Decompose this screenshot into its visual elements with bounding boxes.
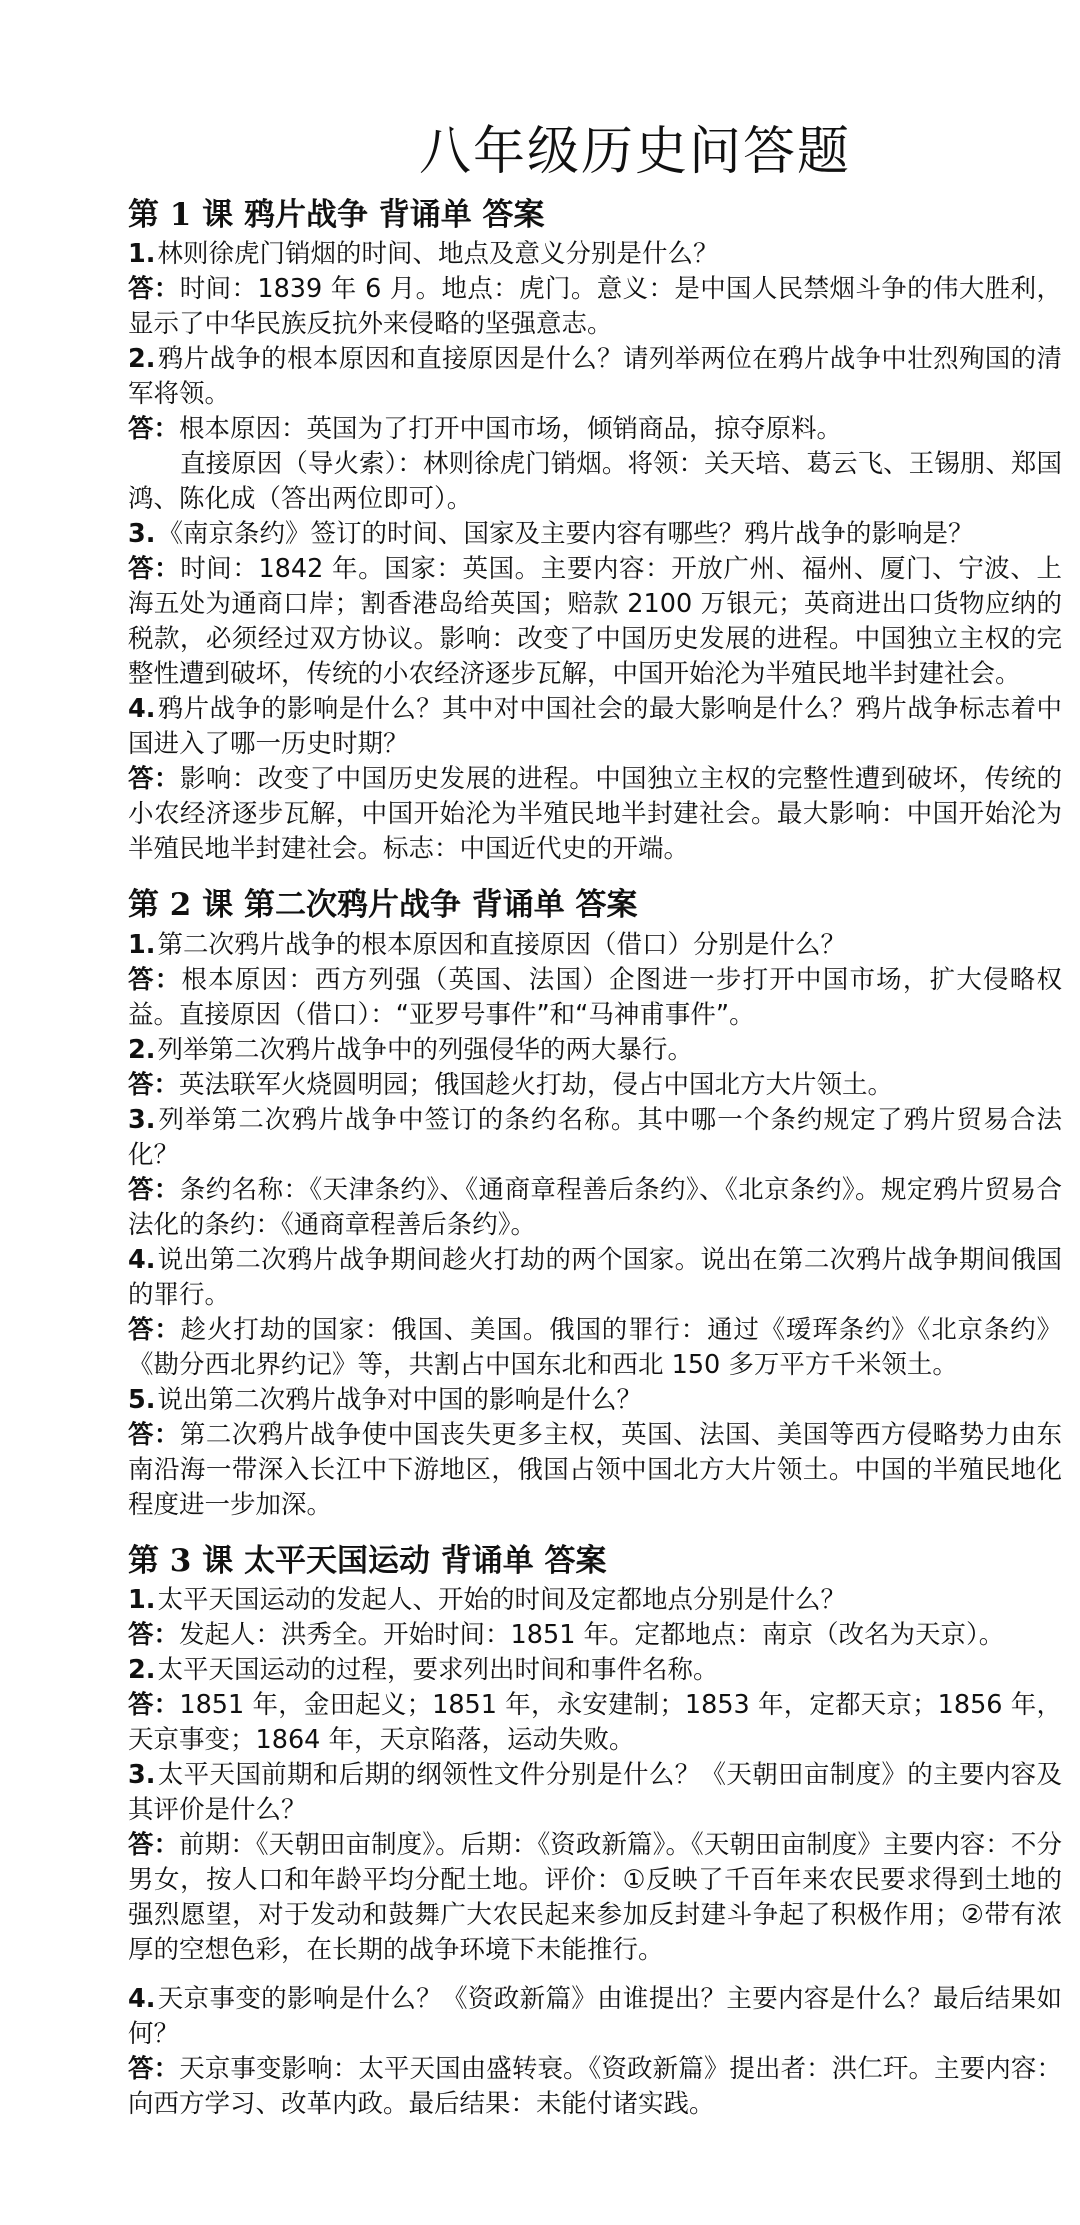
answer bbox=[128, 963, 1062, 1033]
question-text: 林则徐虎门销烟的时间、地点及意义分别是什么？ bbox=[157, 239, 719, 270]
question bbox=[128, 1583, 1062, 1618]
answer-label: 答： bbox=[128, 1689, 180, 1720]
question-number: 5. bbox=[128, 1384, 156, 1415]
answer bbox=[128, 1618, 1062, 1653]
question bbox=[128, 928, 1062, 963]
question-text: 鸦片战争的影响是什么？其中对中国社会的最大影响是什么？鸦片战争标志着中国进入了哪一历史时期？ bbox=[128, 694, 1062, 760]
question-text: 《南京条约》签订的时间、国家及主要内容有哪些？鸦片战争的影响是？ bbox=[157, 519, 974, 550]
question-text: 太平天国运动的过程，要求列出时间和事件名称。 bbox=[157, 1654, 719, 1685]
qa-item bbox=[128, 1383, 1062, 1523]
question-number: 1. bbox=[128, 239, 156, 270]
question bbox=[128, 237, 1062, 272]
answer-text: 第二次鸦片战争使中国丧失更多主权，英国、法国、美国等西方侵略势力由东南沿海一带深入长江中下游地区，俄国占领中国北方大片领土。中国的半殖民地化程度进一步加深。 bbox=[128, 1419, 1062, 1520]
answer bbox=[128, 2052, 1062, 2122]
question-number: 3. bbox=[128, 1759, 156, 1790]
question-text: 天京事变的影响是什么？《资政新篇》由谁提出？主要内容是什么？最后结果如何？ bbox=[128, 1983, 1062, 2049]
answer-text: 前期：《天朝田亩制度》。后期：《资政新篇》。《天朝田亩制度》主要内容：不分男女，按人口和年龄平均分配土地。评价：①反映了千百年来农民要求得到土地的强烈愿望，对于发动和鼓舞广大农民起来参加反封建斗争起了积极作用；②带有浓厚的空想色彩，在长期的战争环境下未能推行。 bbox=[128, 1829, 1062, 1965]
lesson-heading: 第 1 课 鸦片战争 背诵单 答案 bbox=[128, 197, 545, 233]
lesson-1 bbox=[128, 195, 1062, 867]
answer-label: 答： bbox=[128, 1829, 180, 1860]
answer-label: 答： bbox=[128, 554, 181, 585]
question-text: 说出第二次鸦片战争期间趁火打劫的两个国家。说出在第二次鸦片战争期间俄国的罪行。 bbox=[128, 1244, 1062, 1310]
question-text: 说出第二次鸦片战争对中国的影响是什么？ bbox=[157, 1384, 642, 1415]
question-number: 4. bbox=[128, 694, 156, 725]
answer-text: 影响：改变了中国历史发展的进程。中国独立主权的完整性遭到破坏，传统的小农经济逐步瓦解，中国开始沦为半殖民地半封建社会。最大影响：中国开始沦为半殖民地半封建社会。标志：中国近代史的开端。 bbox=[128, 764, 1062, 865]
question bbox=[128, 1033, 1062, 1068]
lesson-heading: 第 3 课 太平天国运动 背诵单 答案 bbox=[128, 1542, 607, 1579]
answer-label: 答： bbox=[128, 964, 182, 995]
qa-item bbox=[128, 342, 1062, 517]
qa-item bbox=[128, 1033, 1062, 1103]
answer bbox=[128, 1828, 1062, 1968]
answer-label: 答： bbox=[128, 2053, 180, 2084]
answer-text: 天京事变影响：太平天国由盛转衰。《资政新篇》提出者：洪仁玕。主要内容：向西方学习、改革内政。最后结果：未能付诸实践。 bbox=[128, 2053, 1062, 2119]
qa-item bbox=[128, 1653, 1062, 1758]
question-text: 太平天国前期和后期的纲领性文件分别是什么？《天朝田亩制度》的主要内容及其评价是什么？ bbox=[128, 1759, 1062, 1825]
answer bbox=[128, 1173, 1062, 1243]
question bbox=[128, 1103, 1062, 1173]
answer-label: 答： bbox=[128, 1314, 181, 1345]
question-number: 4. bbox=[128, 1983, 156, 2014]
answer-label: 答： bbox=[128, 1069, 180, 1100]
question bbox=[128, 1982, 1062, 2052]
question bbox=[128, 1383, 1062, 1418]
answer-label: 答： bbox=[128, 1419, 180, 1450]
qa-item bbox=[128, 1583, 1062, 1653]
question-text: 太平天国运动的发起人、开始的时间及定都地点分别是什么？ bbox=[157, 1584, 846, 1615]
answer-text: 1851 年，金田起义；1851 年，永安建制；1853 年，定都天京；1856 年，天京事变；1864 年，天京陷落，运动失败。 bbox=[128, 1689, 1062, 1755]
answer-label: 答： bbox=[128, 1619, 180, 1650]
answer-text: 趁火打劫的国家：俄国、美国。俄国的罪行：通过《瑷珲条约》《北京条约》《勘分西北界约记》等，共割占中国东北和西北 150 多万平方千米领土。 bbox=[128, 1314, 1062, 1380]
question-text: 列举第二次鸦片战争中的列强侵华的两大暴行。 bbox=[157, 1034, 693, 1065]
question-number: 3. bbox=[128, 519, 156, 550]
answer-text: 直接原因（导火索）：林则徐虎门销烟。将领：关天培、葛云飞、王锡朋、郑国鸿、陈化成（答出两位即可）。 bbox=[128, 449, 1062, 515]
qa-item bbox=[128, 1243, 1062, 1383]
question-number: 1. bbox=[128, 1584, 156, 1615]
question bbox=[128, 342, 1062, 412]
question bbox=[128, 517, 1062, 552]
question-number: 2. bbox=[128, 1034, 156, 1065]
answer-text: 英法联军火烧圆明园；俄国趁火打劫，侵占中国北方大片领土。 bbox=[179, 1069, 894, 1100]
question bbox=[128, 1653, 1062, 1688]
question-number: 4. bbox=[128, 1244, 156, 1275]
qa-item bbox=[128, 1982, 1062, 2122]
question-number: 2. bbox=[128, 344, 156, 375]
question bbox=[128, 692, 1062, 762]
qa-item bbox=[128, 237, 1062, 342]
answer-continuation bbox=[128, 447, 1062, 517]
question-text: 第二次鸦片战争的根本原因和直接原因（借口）分别是什么？ bbox=[157, 929, 846, 960]
answer bbox=[128, 272, 1062, 342]
answer bbox=[128, 762, 1062, 867]
answer-text: 根本原因：英国为了打开中国市场，倾销商品，掠夺原料。 bbox=[179, 414, 843, 445]
answer bbox=[128, 552, 1062, 692]
answer bbox=[128, 1313, 1062, 1383]
question bbox=[128, 1758, 1062, 1828]
question-text: 列举第二次鸦片战争中签订的条约名称。其中哪一个条约规定了鸦片贸易合法化？ bbox=[128, 1104, 1062, 1170]
answer-label: 答： bbox=[128, 764, 180, 795]
lesson-2 bbox=[128, 885, 1062, 1522]
qa-item bbox=[128, 692, 1062, 867]
answer-text: 发起人：洪秀全。开始时间：1851 年。定都地点：南京（改名为天京）。 bbox=[179, 1619, 1005, 1650]
question-number: 3. bbox=[128, 1104, 156, 1135]
answer-label: 答： bbox=[128, 1174, 180, 1205]
question-number: 1. bbox=[128, 929, 156, 960]
answer bbox=[128, 412, 1062, 447]
qa-item bbox=[128, 928, 1062, 1033]
lesson-3 bbox=[128, 1541, 1062, 2122]
answer-label: 答： bbox=[128, 414, 180, 445]
answer-label: 答： bbox=[128, 274, 180, 305]
qa-item bbox=[128, 1758, 1062, 1968]
question-number: 2. bbox=[128, 1654, 156, 1685]
answer-text: 时间：1842 年。国家：英国。主要内容：开放广州、福州、厦门、宁波、上海五处为通商口岸；割香港岛给英国；赔款 2100 万银元；英商进出口货物应纳的税款，必须经过双方协议。影响：改变了中国历史发展的进程。中国独立主权的完整性遭到破坏，传统的小农经济逐步瓦解，中国开始沦为半殖民地半封建社会。 bbox=[128, 554, 1062, 690]
question bbox=[128, 1243, 1062, 1313]
document-title: 八年级历史问答题 bbox=[418, 122, 851, 182]
qa-item bbox=[128, 1103, 1062, 1243]
answer bbox=[128, 1418, 1062, 1523]
qa-item bbox=[128, 517, 1062, 692]
answer bbox=[128, 1688, 1062, 1758]
answer bbox=[128, 1068, 1062, 1103]
answer-text: 时间：1839 年 6 月。地点：虎门。意义：是中国人民禁烟斗争的伟大胜利，显示了中华民族反抗外来侵略的坚强意志。 bbox=[128, 274, 1062, 340]
answer-text: 条约名称：《天津条约》、《通商章程善后条约》、《北京条约》。规定鸦片贸易合法化的条约：《通商章程善后条约》。 bbox=[128, 1174, 1062, 1240]
document-page bbox=[128, 120, 1062, 2122]
question-text: 鸦片战争的根本原因和直接原因是什么？请列举两位在鸦片战争中壮烈殉国的清军将领。 bbox=[128, 344, 1062, 410]
answer-text: 根本原因：西方列强（英国、法国）企图进一步打开中国市场，扩大侵略权益。直接原因（借口）：“亚罗号事件”和“马神甫事件”。 bbox=[128, 964, 1062, 1030]
lesson-heading: 第 2 课 第二次鸦片战争 背诵单 答案 bbox=[128, 887, 638, 924]
